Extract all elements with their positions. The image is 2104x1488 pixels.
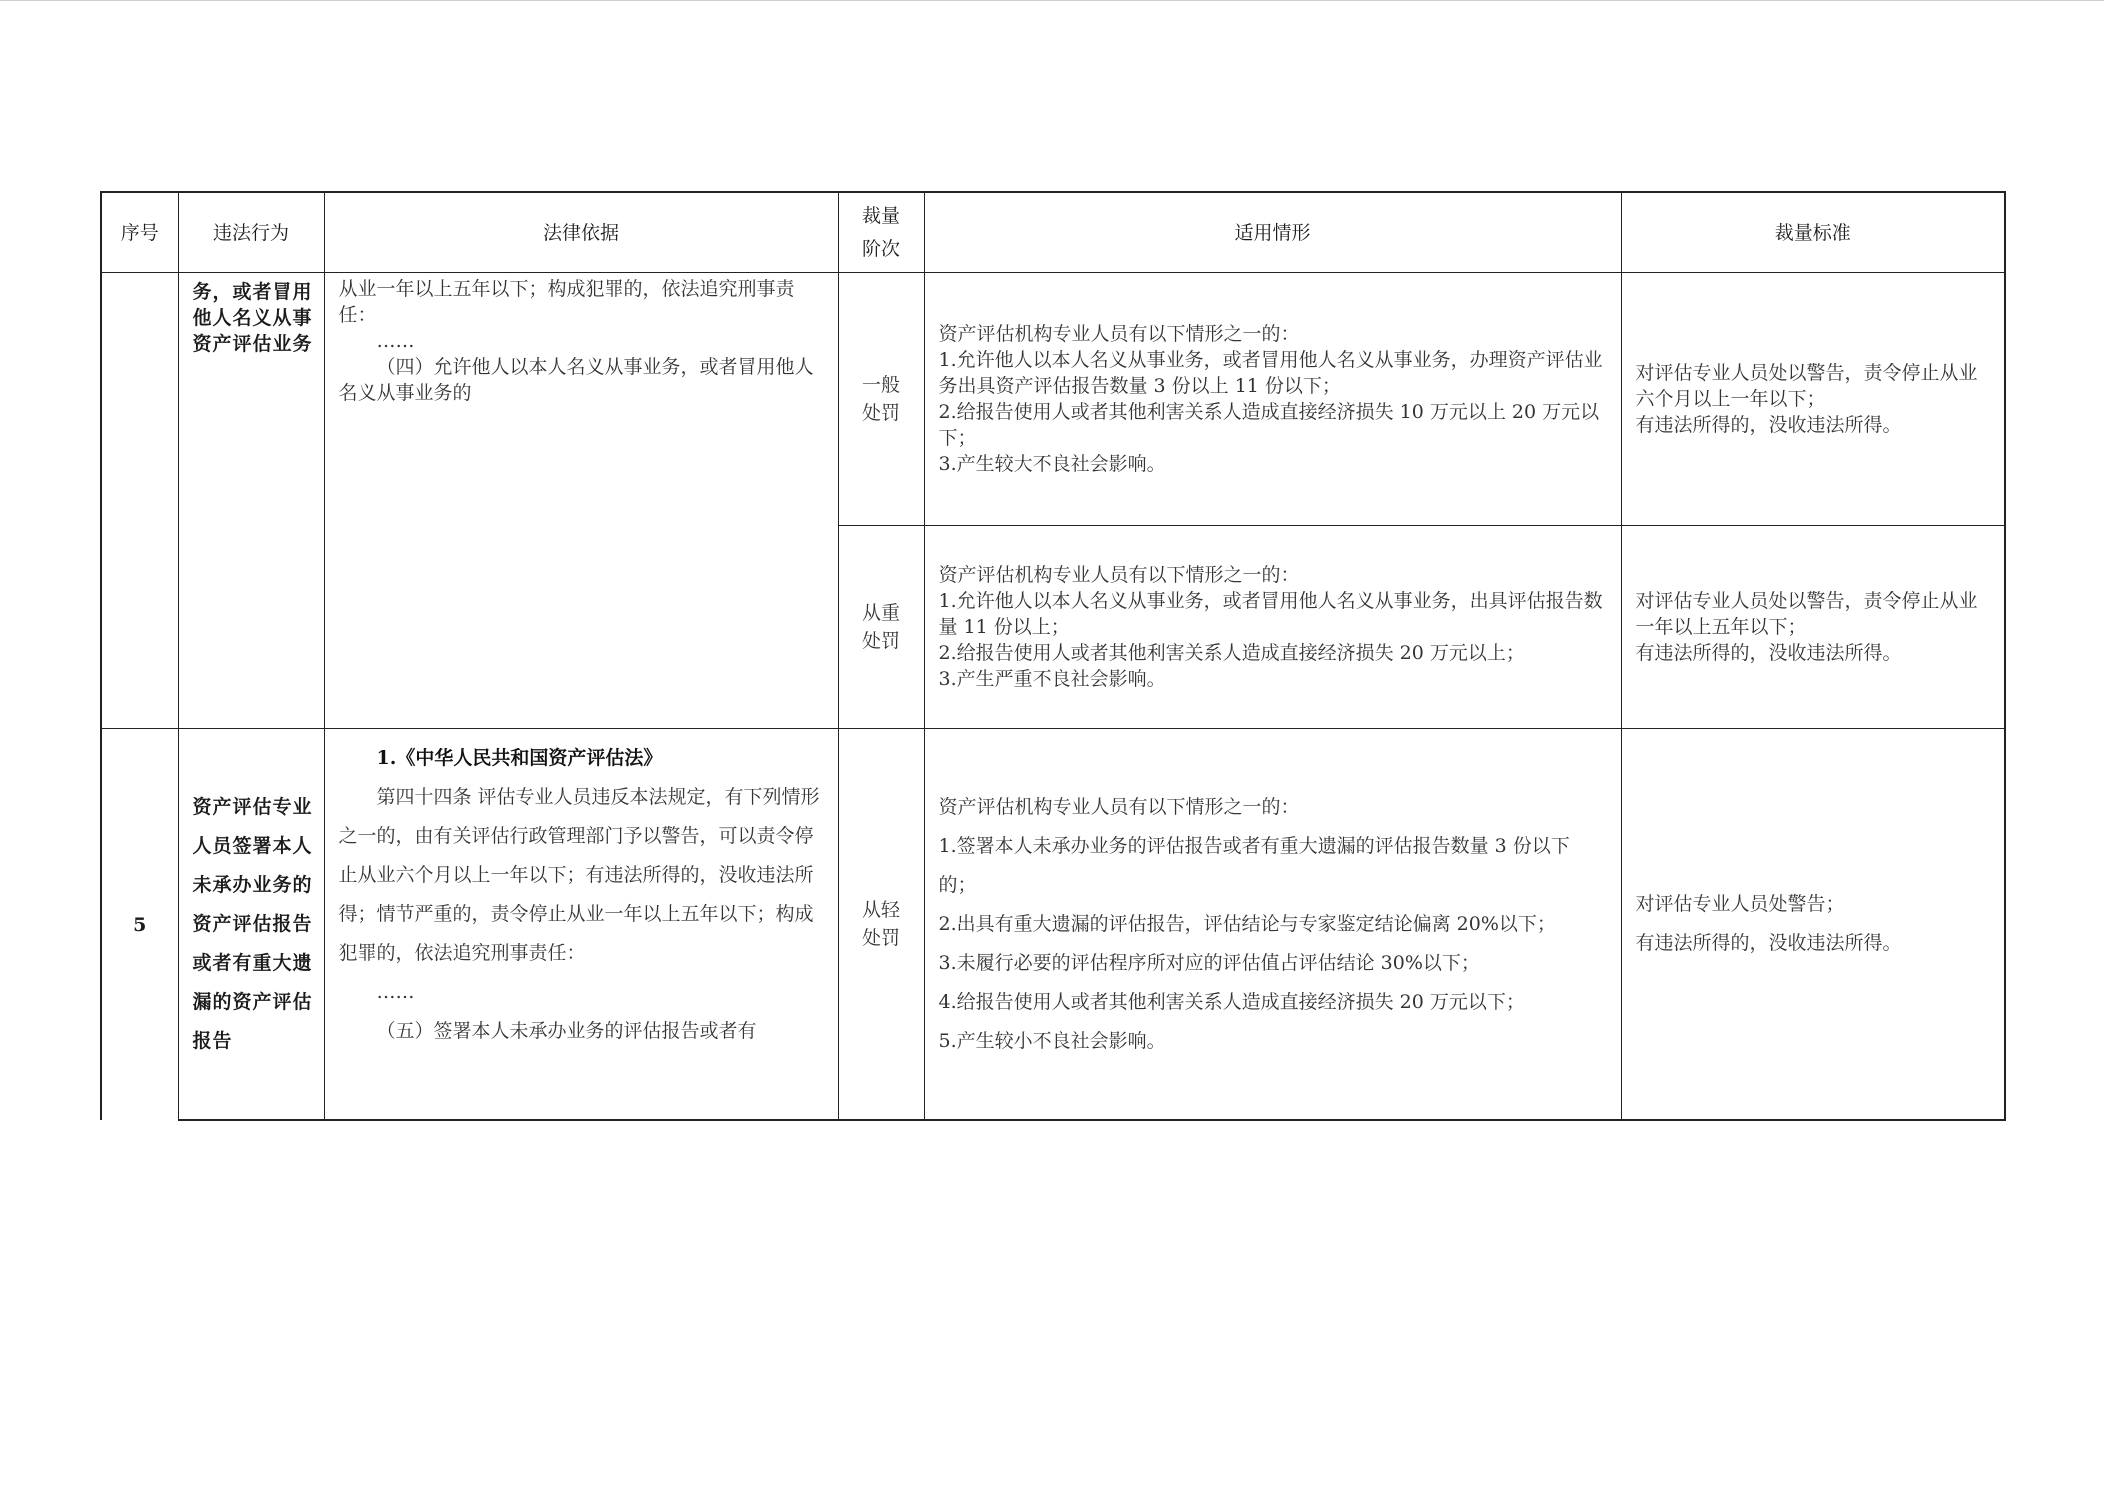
row5-level-light-text: 从轻处罚 (861, 899, 900, 949)
header-law: 法律依据 (324, 192, 838, 273)
penalty-discretion-table (100, 191, 2006, 1121)
situation-line: 资产评估机构专业人员有以下情形之一的： (938, 564, 1300, 586)
row5-level-light (838, 729, 924, 1121)
row4-standard-general (1621, 273, 2005, 526)
situation-line: 1.允许他人以本人名义从事业务，或者冒用他人名义从事业务，出具评估报告数量 11 份以上； (938, 590, 1603, 638)
situation-line: 资产评估机构专业人员有以下情形之一的： (938, 323, 1300, 345)
row5-standard (1621, 729, 2005, 1121)
situation-line: 2.给报告使用人或者其他利害关系人造成直接经济损失 20 万元以上； (938, 642, 1525, 664)
situation-line: 4.给报告使用人或者其他利害关系人造成直接经济损失 20 万元以下； (938, 990, 1525, 1013)
row4-law-cell (324, 273, 838, 729)
header-standard: 裁量标准 (1621, 192, 2005, 273)
table-row (101, 729, 2005, 1121)
header-act: 违法行为 (178, 192, 324, 273)
row5-law-ellipsis: …… (376, 981, 415, 1003)
table-header-row (101, 192, 2005, 273)
header-situation: 适用情形 (924, 192, 1621, 273)
situation-line: 3.产生严重不良社会影响。 (938, 668, 1166, 690)
row4-law-item: （四）允许他人以本人名义从事业务，或者冒用他人名义从事业务的 (338, 356, 814, 404)
header-level-text: 裁量阶次 (861, 204, 900, 260)
situation-line: 3.产生较大不良社会影响。 (938, 453, 1166, 475)
standard-line: 有违法所得的，没收违法所得。 (1635, 414, 1902, 436)
situation-line: 2.出具有重大遗漏的评估报告，评估结论与专家鉴定结论偏离 20%以下； (938, 912, 1556, 935)
row4-act-text: 务，或者冒用他人名义从事资产评估业务 (192, 281, 313, 355)
row4-level-general (838, 273, 924, 526)
row5-law-body: 第四十四条 评估专业人员违反本法规定，有下列情形之一的，由有关评估行政管理部门予以警告，可以责令停止从业六个月以上一年以下；有违法所得的，没收违法所得；情节严重的，责令停止从业一年以上五年以下；构成犯罪的，依法追究刑事责任： (338, 786, 820, 964)
header-no: 序号 (101, 192, 178, 273)
page-top-border (0, 0, 2104, 1)
standard-line: 对评估专业人员处警告； (1635, 893, 1845, 915)
standard-line: 有违法所得的，没收违法所得。 (1635, 642, 1902, 664)
situation-line: 3.未履行必要的评估程序所对应的评估值占评估结论 30%以下； (938, 951, 1480, 974)
situation-line: 1.签署本人未承办业务的评估报告或者有重大遗漏的评估报告数量 3 份以下的； (938, 834, 1570, 896)
row5-act-cell (178, 729, 324, 1121)
situation-line: 2.给报告使用人或者其他利害关系人造成直接经济损失 10 万元以上 20 万元以下； (938, 401, 1600, 449)
row5-no-cell: 5 (101, 729, 178, 1121)
row5-situation (924, 729, 1621, 1121)
row5-law-cell (324, 729, 838, 1121)
row4-law-line-1: 从业一年以上五年以下；构成犯罪的，依法追究刑事责任： (338, 278, 795, 326)
situation-line: 资产评估机构专业人员有以下情形之一的： (938, 795, 1300, 818)
header-level (838, 192, 924, 273)
row5-law-item: （五）签署本人未承办业务的评估报告或者有 (376, 1020, 757, 1042)
row5-law-title: 1.《中华人民共和国资产评估法》 (376, 747, 663, 769)
row4-level-general-text: 一般处罚 (861, 374, 900, 424)
row4-level-heavy-text: 从重处罚 (861, 602, 900, 652)
row4-standard-heavy (1621, 526, 2005, 729)
row4-law-ellipsis: …… (376, 330, 415, 352)
situation-line: 5.产生较小不良社会影响。 (938, 1029, 1166, 1052)
row4-level-heavy (838, 526, 924, 729)
standard-line: 对评估专业人员处以警告，责令停止从业六个月以上一年以下； (1635, 362, 1978, 410)
standard-line: 有违法所得的，没收违法所得。 (1635, 932, 1902, 954)
row5-act-text: 资产评估专业人员签署本人未承办业务的资产评估报告或者有重大遗漏的资产评估报告 (192, 795, 313, 1052)
row4-situation-general (924, 273, 1621, 526)
table-row (101, 273, 2005, 526)
standard-line: 对评估专业人员处以警告，责令停止从业一年以上五年以下； (1635, 590, 1978, 638)
row4-situation-heavy (924, 526, 1621, 729)
situation-line: 1.允许他人以本人名义从事业务，或者冒用他人名义从事业务，办理资产评估业务出具资产评估报告数量 3 份以上 11 份以下； (938, 349, 1603, 397)
row4-act-cell (178, 273, 324, 729)
row4-no-cell (101, 273, 178, 729)
